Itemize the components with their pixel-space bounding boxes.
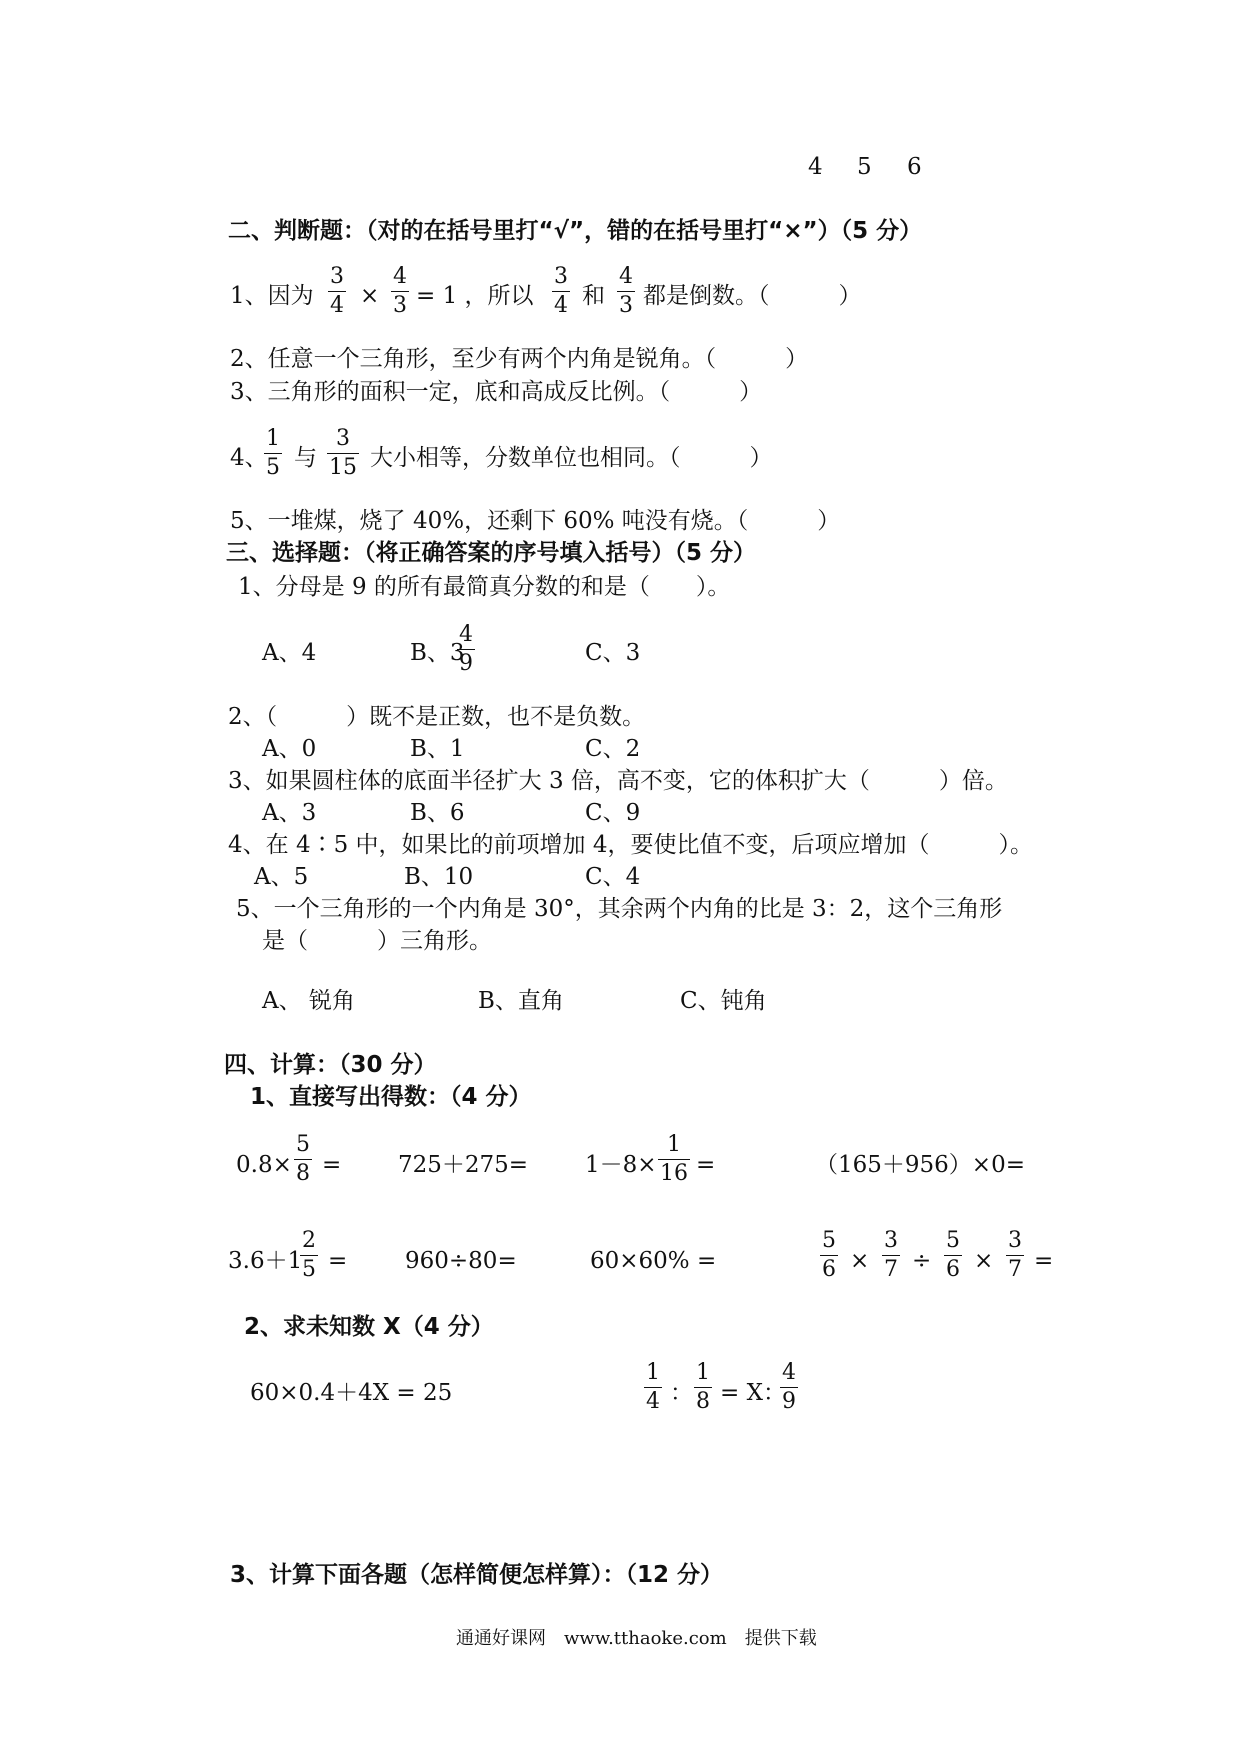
times-symbol: × bbox=[974, 1248, 994, 1274]
fraction: $\frac{4}{9}$ bbox=[459, 622, 473, 676]
fraction: $\frac{2}{5}$ bbox=[302, 1228, 316, 1282]
sub-3-header: 3、计算下面各题（怎样简便怎样算）：（12 分） bbox=[230, 1562, 724, 1588]
choice-q4: 4、在 4∶5 中，如果比的前项增加 4，要使比值不变，后项应增加（ ）。 bbox=[228, 832, 1033, 858]
times-symbol: × bbox=[360, 283, 380, 309]
calc-r1-e2: 725＋275= bbox=[398, 1152, 529, 1178]
fraction: $\frac{3}{4}$ bbox=[330, 264, 344, 318]
choice-q5-line2: 是（ ）三角形。 bbox=[262, 928, 492, 954]
choice-q3-opt-b: B、6 bbox=[410, 800, 465, 826]
judge-q4-mid: 与 bbox=[294, 445, 317, 471]
choice-q1: 1、分母是 9 的所有最简真分数的和是（ ）。 bbox=[238, 574, 731, 600]
sub-2-header: 2、求未知数 X（4 分） bbox=[244, 1314, 494, 1340]
calc-r2-e2: 960÷80= bbox=[405, 1248, 517, 1274]
choice-q5-opt-b: B、直角 bbox=[478, 988, 564, 1014]
choice-q3-opt-c: C、9 bbox=[585, 800, 641, 826]
section-3-header: 三、选择题：（将正确答案的序号填入括号）（5 分） bbox=[226, 540, 757, 566]
choice-q2: 2、（ ）既不是正数，也不是负数。 bbox=[228, 704, 646, 730]
fraction: $\frac{3}{7}$ bbox=[884, 1228, 898, 1282]
fraction: $\frac{1}{16}$ bbox=[660, 1132, 688, 1186]
top-number: 6 bbox=[907, 154, 922, 180]
judge-q1-eq: = 1 ，所以 bbox=[416, 283, 534, 309]
equation-1: 60×0.4＋4X = 25 bbox=[250, 1380, 453, 1406]
fraction: $\frac{3}{4}$ bbox=[554, 264, 568, 318]
choice-q2-opt-c: C、2 bbox=[585, 736, 641, 762]
choice-q5-opt-c: C、钝角 bbox=[680, 988, 767, 1014]
equation-2-mid: = X： bbox=[720, 1380, 786, 1406]
fraction: $\frac{1}{4}$ bbox=[646, 1360, 660, 1414]
footer-text: 通通好课网 www.tthaoke.com 提供下载 bbox=[456, 1628, 817, 1649]
calc-r1-e3-eq: = bbox=[696, 1152, 716, 1178]
choice-q5-line1: 5、一个三角形的一个内角是 30°，其余两个内角的比是 3：2，这个三角形 bbox=[236, 896, 1003, 922]
choice-q2-opt-a: A、0 bbox=[262, 736, 317, 762]
fraction: $\frac{1}{5}$ bbox=[266, 426, 280, 480]
judge-q4-prefix: 4、 bbox=[230, 445, 268, 471]
judge-q4-suffix: 大小相等，分数单位也相同。（ ） bbox=[370, 445, 773, 471]
fraction: $\frac{4}{9}$ bbox=[782, 1360, 796, 1414]
section-4-header: 四、计算：（30 分） bbox=[224, 1052, 437, 1078]
times-symbol: × bbox=[850, 1248, 870, 1274]
choice-q4-opt-a: A、5 bbox=[254, 864, 309, 890]
choice-q1-opt-b: B、3 bbox=[410, 640, 465, 666]
colon-symbol: ： bbox=[670, 1380, 693, 1406]
judge-q3: 3、三角形的面积一定，底和高成反比例。（ ） bbox=[230, 379, 763, 405]
fraction: $\frac{5}{6}$ bbox=[946, 1228, 960, 1282]
judge-q2: 2、任意一个三角形，至少有两个内角是锐角。（ ） bbox=[230, 346, 809, 372]
calc-r2-e1: 3.6＋1 bbox=[228, 1248, 303, 1274]
judge-q1-prefix: 1、因为 bbox=[230, 283, 314, 309]
fraction: $\frac{4}{3}$ bbox=[393, 264, 407, 318]
judge-q5: 5、一堆煤，烧了 40%，还剩下 60% 吨没有烧。（ ） bbox=[230, 508, 841, 534]
divide-symbol: ÷ bbox=[912, 1248, 932, 1274]
choice-q3-opt-a: A、3 bbox=[262, 800, 317, 826]
judge-q1-and: 和 bbox=[582, 283, 605, 309]
top-number: 4 bbox=[808, 154, 823, 180]
choice-q3: 3、如果圆柱体的底面半径扩大 3 倍，高不变，它的体积扩大（ ）倍。 bbox=[228, 768, 1008, 794]
fraction: $\frac{1}{8}$ bbox=[696, 1360, 710, 1414]
calc-r2-e3: 60×60% = bbox=[590, 1248, 717, 1274]
fraction: $\frac{4}{3}$ bbox=[619, 264, 633, 318]
calc-r1-e4: （165＋956）×0= bbox=[815, 1152, 1025, 1178]
calc-r1-e1-eq: = bbox=[322, 1152, 342, 1178]
calc-r2-e1-eq: = bbox=[328, 1248, 348, 1274]
sub-1-header: 1、直接写出得数：（4 分） bbox=[250, 1084, 532, 1110]
choice-q4-opt-c: C、4 bbox=[585, 864, 641, 890]
choice-q5-opt-a: A、 锐角 bbox=[262, 988, 355, 1014]
fraction: $\frac{5}{8}$ bbox=[296, 1132, 310, 1186]
choice-q2-opt-b: B、1 bbox=[410, 736, 465, 762]
choice-q4-opt-b: B、10 bbox=[404, 864, 474, 890]
judge-q1-suffix: 都是倒数。（ ） bbox=[643, 283, 862, 309]
choice-q1-opt-a: A、4 bbox=[262, 640, 317, 666]
calc-r1-e1: 0.8× bbox=[236, 1152, 292, 1178]
calc-r1-e3: 1－8× bbox=[585, 1152, 657, 1178]
fraction: $\frac{5}{6}$ bbox=[822, 1228, 836, 1282]
calc-r2-e4-eq: = bbox=[1034, 1248, 1054, 1274]
fraction: $\frac{3}{7}$ bbox=[1008, 1228, 1022, 1282]
top-number: 5 bbox=[857, 154, 872, 180]
fraction: $\frac{3}{15}$ bbox=[329, 426, 357, 480]
section-2-header: 二、判断题：（对的在括号里打“√”，错的在括号里打“×”）（5 分） bbox=[228, 218, 923, 244]
choice-q1-opt-c: C、3 bbox=[585, 640, 641, 666]
